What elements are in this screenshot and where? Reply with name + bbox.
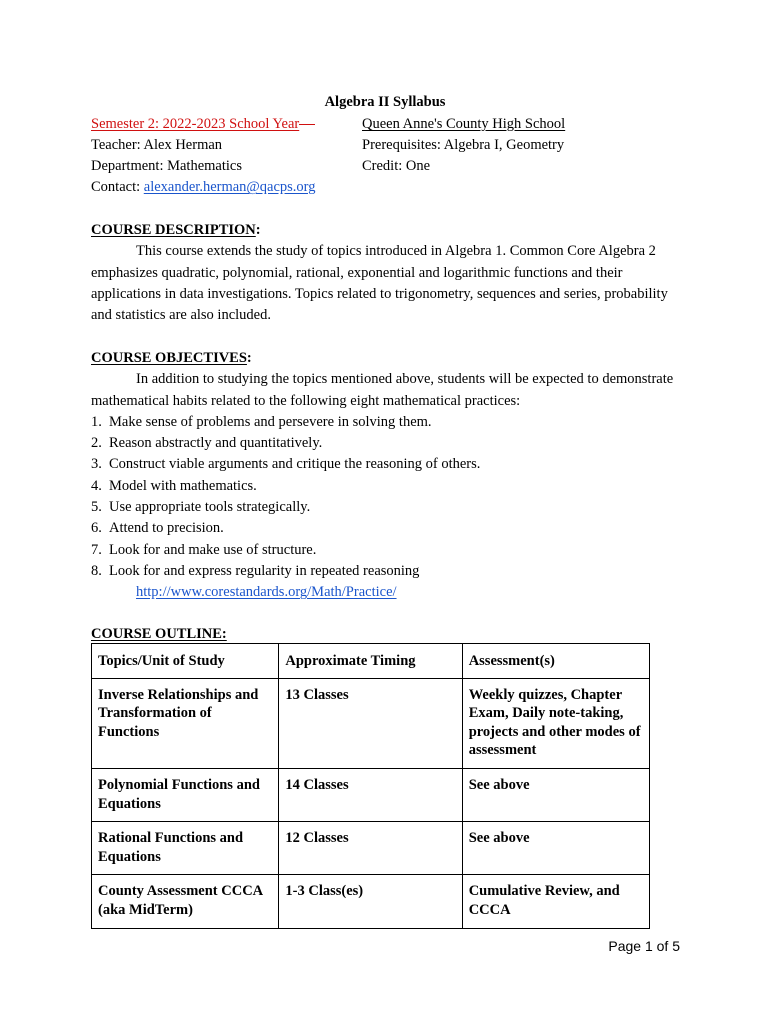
column-header: Assessment(s) <box>462 644 649 679</box>
course-objectives <box>91 348 691 604</box>
objective-item: 7. Look for and make use of structure. <box>91 541 317 558</box>
header-right <box>362 114 692 177</box>
objective-item: 5. Use appropriate tools strategically. <box>91 499 311 516</box>
department-line: Department: Mathematics <box>91 158 242 174</box>
table-cell: See above <box>462 822 649 875</box>
prerequisites-line: Prerequisites: Algebra I, Geometry <box>362 137 565 153</box>
table-cell: See above <box>462 768 649 821</box>
objective-item: 2. Reason abstractly and quantitatively. <box>91 435 323 452</box>
contact-line <box>91 177 361 198</box>
semester-underline-pad <box>299 124 315 125</box>
objectives-heading: COURSE OBJECTIVES: <box>91 350 252 366</box>
document-title: Algebra II Syllabus <box>324 94 446 110</box>
table-cell: 1-3 Class(es) <box>279 875 462 928</box>
credit-line: Credit: One <box>362 158 431 174</box>
table-row <box>92 768 650 821</box>
standards-link[interactable]: http://www.corestandards.org/Math/Practice/ <box>136 584 397 601</box>
table-row <box>92 875 650 928</box>
teacher-line: Teacher: Alex Herman <box>91 137 223 153</box>
table-cell: Inverse Relationships and Transformation of Functions <box>92 678 279 768</box>
semester-line <box>91 114 361 135</box>
objective-item: 1. Make sense of problems and persevere in solving them. <box>91 413 432 430</box>
page-number: Page 1 of 5 <box>608 938 680 954</box>
column-header: Approximate Timing <box>279 644 462 679</box>
table-cell: Cumulative Review, and CCCA <box>462 875 649 928</box>
description-heading: COURSE DESCRIPTION: <box>91 222 261 238</box>
table-cell: 14 Classes <box>279 768 462 821</box>
table-cell: 12 Classes <box>279 822 462 875</box>
course-description <box>91 220 691 326</box>
table-cell: Polynomial Functions and Equations <box>92 768 279 821</box>
table-cell: County Assessment CCCA (aka MidTerm) <box>92 875 279 928</box>
objective-item: 3. Construct viable arguments and critique the reasoning of others. <box>91 456 481 473</box>
description-text: This course extends the study of topics introduced in Algebra 1. Common Core Algebra 2 emphasizes quadratic, polynomial, rational, exponential and logarithmic functions and their applications in data investigations. Topics related to trigonometry, sequences and series, probability and statistics are also included. <box>91 243 668 324</box>
semester-text: Semester 2: 2022-2023 School Year <box>91 116 300 132</box>
contact-email-link[interactable]: alexander.herman@qacps.org <box>143 179 316 195</box>
objective-item: 6. Attend to precision. <box>91 520 224 537</box>
contact-label: Contact: <box>91 179 144 195</box>
table-cell: Weekly quizzes, Chapter Exam, Daily note-taking, projects and other modes of assessment <box>462 678 649 768</box>
outline-heading: COURSE OUTLINE: <box>91 626 227 642</box>
header-left <box>91 114 361 198</box>
objective-item: 4. Model with mathematics. <box>91 477 257 494</box>
objectives-intro: In addition to studying the topics mentioned above, students will be expected to demonstrate mathematical habits related to the following eight mathematical practices: <box>91 371 674 409</box>
table-row <box>92 678 650 768</box>
standards-link-line <box>91 582 691 603</box>
school-name: Queen Anne's County High School <box>362 116 566 132</box>
table-cell: 13 Classes <box>279 678 462 768</box>
objective-item: 8. Look for and express regularity in repeated reasoning <box>91 562 420 579</box>
table-row <box>92 822 650 875</box>
course-outline-table <box>91 643 650 929</box>
table-header-row <box>92 644 650 679</box>
objectives-list <box>91 412 691 582</box>
column-header: Topics/Unit of Study <box>92 644 279 679</box>
table-cell: Rational Functions and Equations <box>92 822 279 875</box>
